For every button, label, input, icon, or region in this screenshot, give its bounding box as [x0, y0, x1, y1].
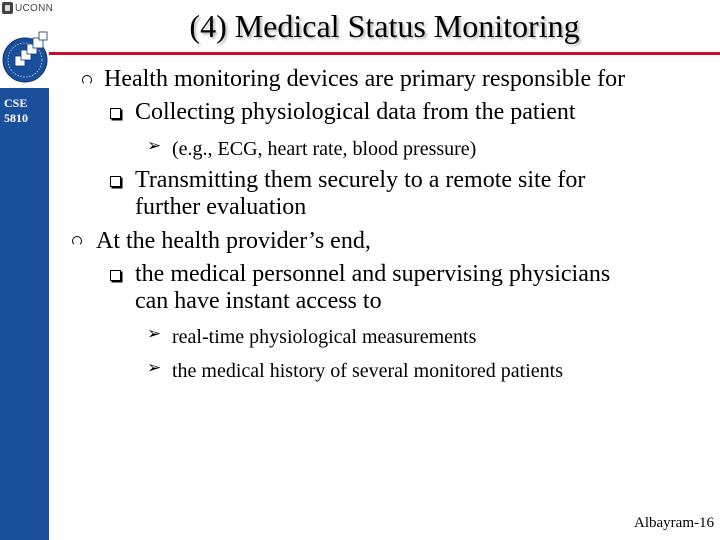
circle-bullet-icon [82, 75, 92, 85]
bullet-1-1: Collecting physiological data from the patient [135, 99, 576, 125]
arrow-bullet-icon: ➢ [147, 136, 162, 156]
square-bullet-icon [110, 176, 121, 187]
uconn-seal-icon [2, 2, 13, 14]
bullet-1-2-line2: further evaluation [135, 194, 307, 220]
bullet-2-1-line1: the medical personnel and supervising physicians [135, 261, 611, 287]
bullet-2-1-1: real-time physiological measurements [172, 326, 477, 348]
bullet-1-2-line1: Transmitting them securely to a remote site for [135, 167, 586, 193]
circle-bullet-icon [72, 236, 82, 246]
bullet-2: At the health provider’s end, [96, 228, 371, 254]
slide-footer: Albayram-16 [634, 515, 714, 531]
bullet-1-1-1: (e.g., ECG, heart rate, blood pressure) [172, 138, 477, 160]
bullet-2-1-2: the medical history of several monitored patients [172, 360, 563, 382]
course-code: CSE 5810 [4, 96, 28, 125]
slide-title: (4) Medical Status Monitoring [189, 8, 580, 44]
square-bullet-icon [110, 108, 121, 119]
cse-logo-icon [1, 18, 53, 88]
bullet-2-1-line2: can have instant access to [135, 288, 382, 314]
uconn-brand [2, 1, 53, 15]
sidebar [0, 0, 54, 540]
square-bullet-icon [110, 270, 121, 281]
title-rule [49, 52, 720, 55]
arrow-bullet-icon: ➢ [147, 358, 162, 378]
arrow-bullet-icon: ➢ [147, 324, 162, 344]
uconn-label: UCONN [15, 2, 54, 14]
sidebar-blue-bar [0, 88, 49, 540]
bullet-1: Health monitoring devices are primary responsible for [104, 66, 626, 92]
